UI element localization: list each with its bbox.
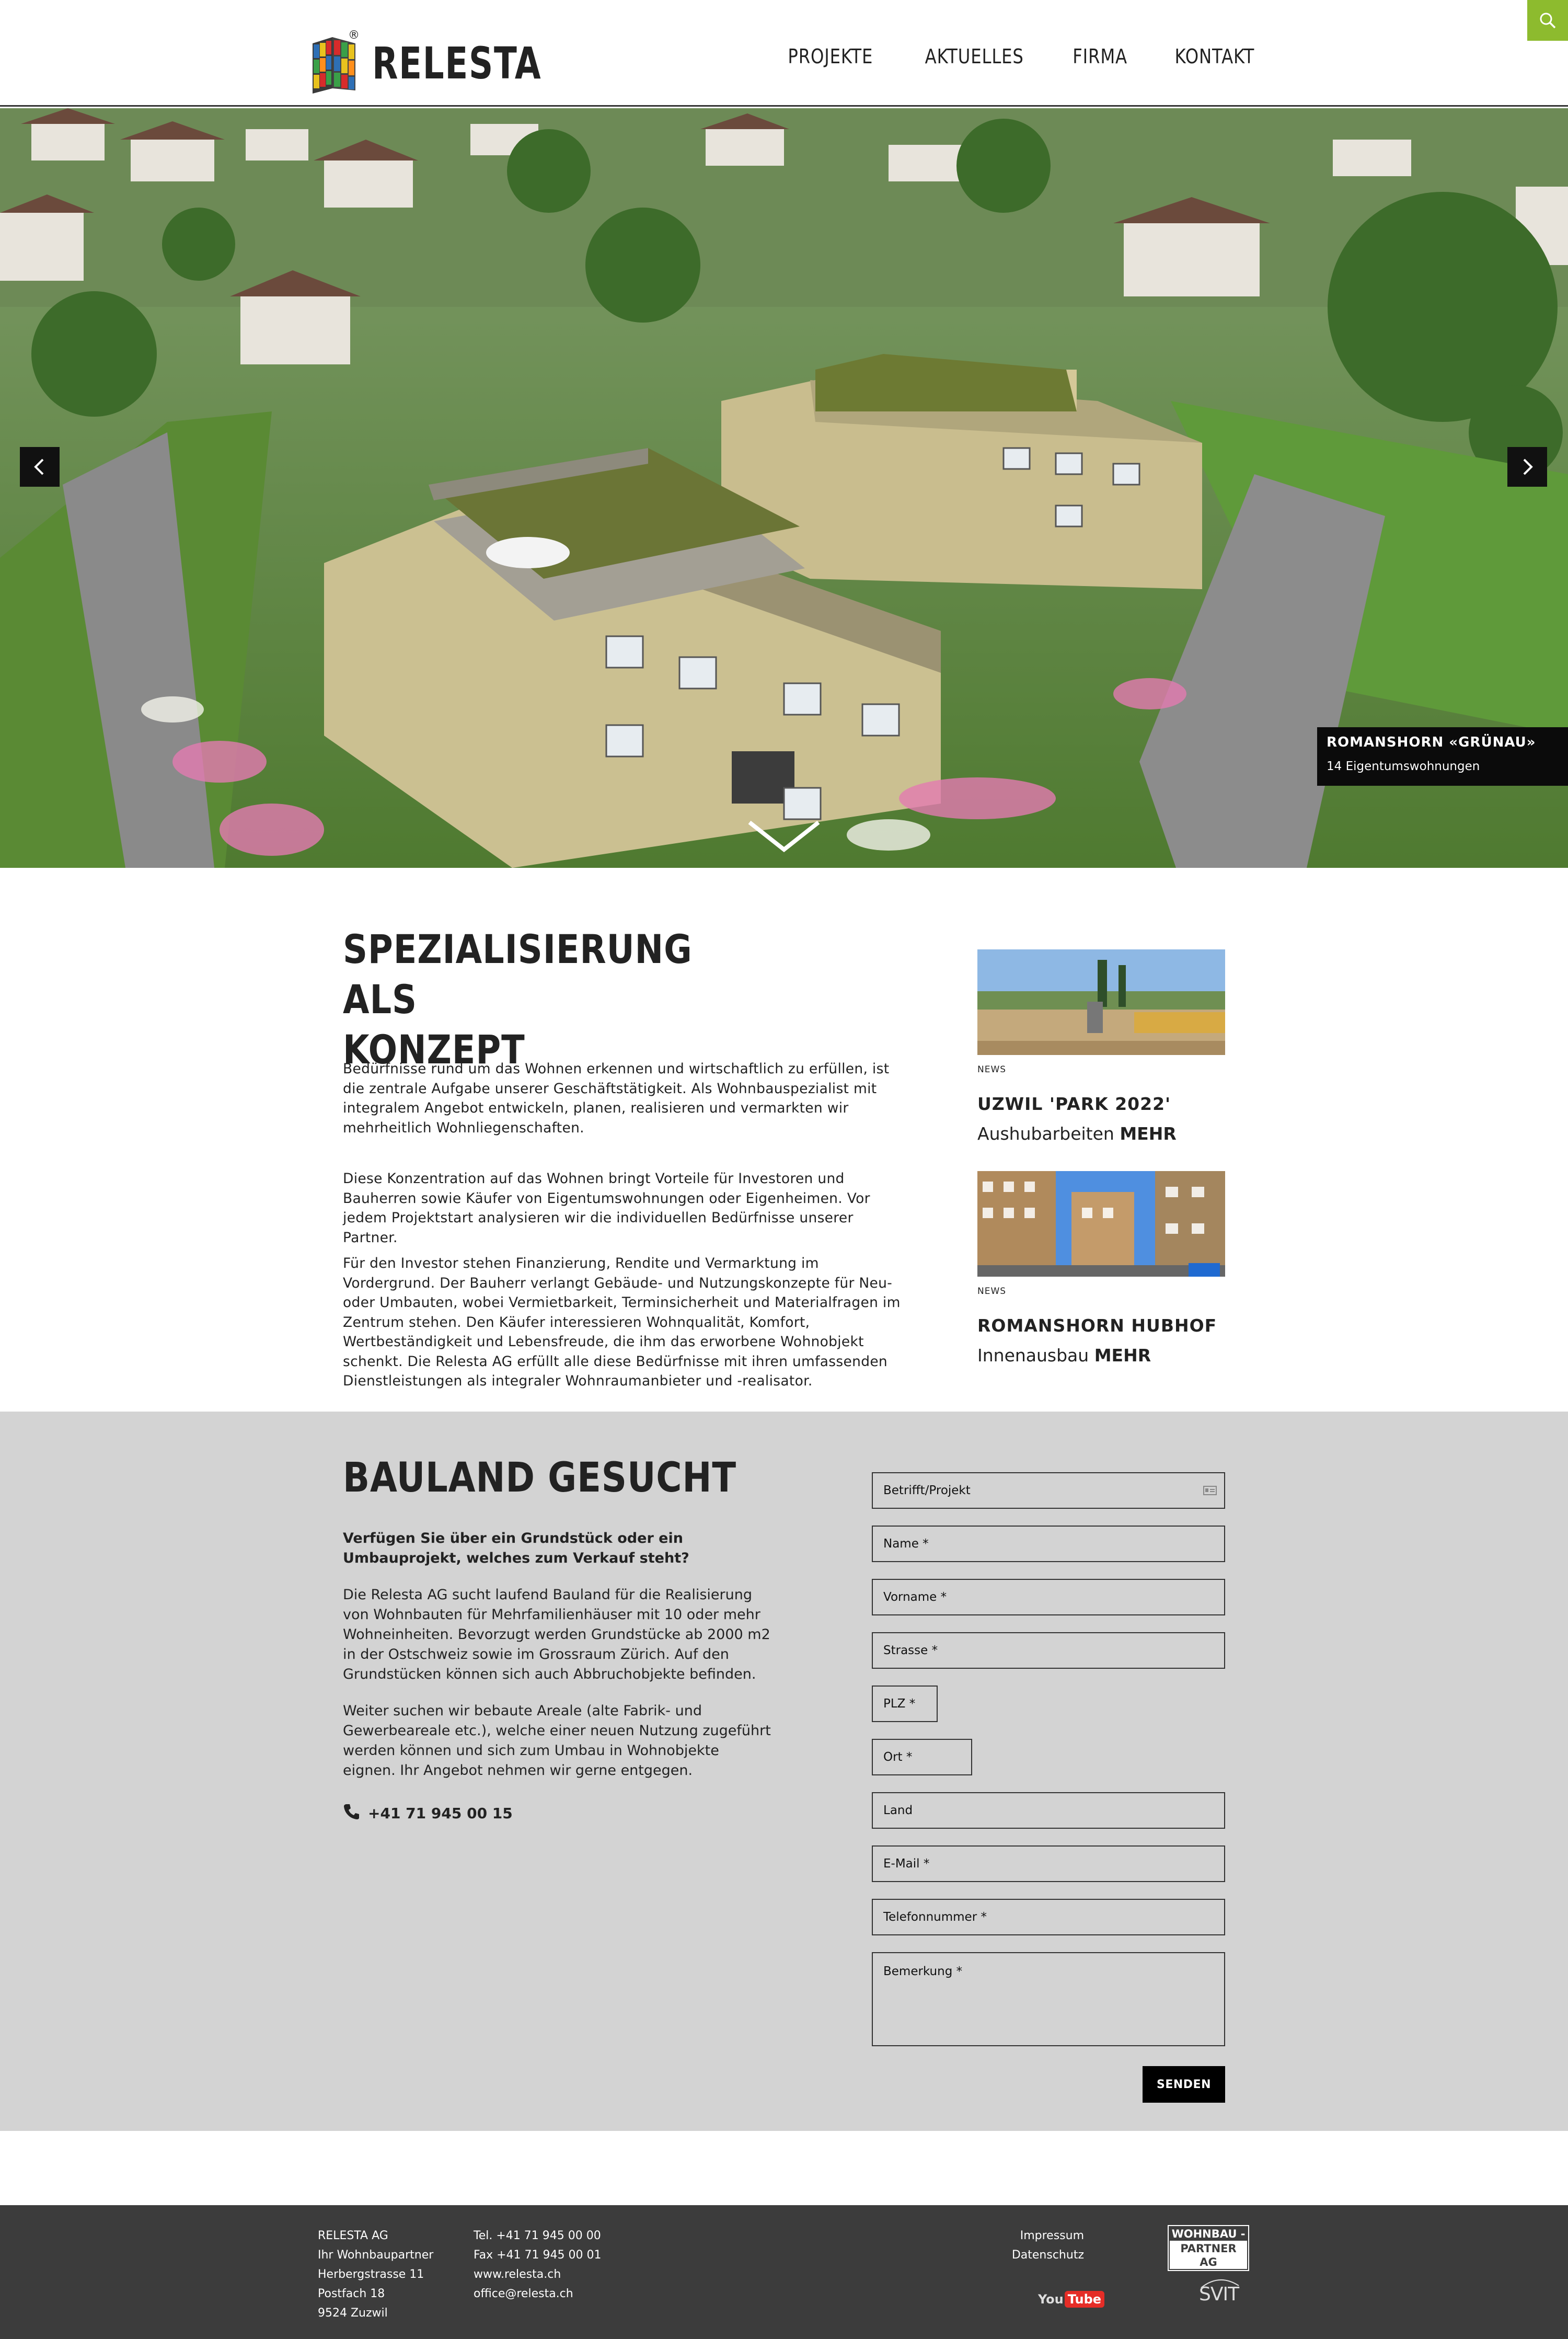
footer-street: Herbergstrasse 11 <box>318 2268 424 2281</box>
cube-logo-icon <box>310 29 360 95</box>
nav-projekte[interactable]: PROJEKTE <box>788 45 873 68</box>
partner-line1: WOHNBAU - <box>1171 2228 1246 2240</box>
bauland-lead: Verfügen Sie über ein Grundstück oder ein Umbauprojekt, welches zum Verkauf steht? <box>343 1530 689 1566</box>
intro-paragraph: Diese Konzentration auf das Wohnen bringt Vorteile für Investoren und Bauherren sowie Käufer von Eigentumswohnungen oder Eigenheimen. Vor jedem Projektstart analysieren wir die individuellen Bedürfnisse unserer Partner. <box>343 1171 870 1246</box>
name-placeholder: Name * <box>883 1537 929 1551</box>
bauland-heading: BAULAND GESUCHT <box>343 1454 736 1501</box>
news-more-link[interactable]: MEHR <box>1094 1345 1151 1366</box>
contact-card-icon <box>1203 1485 1217 1496</box>
youtube-tube: Tube <box>1065 2291 1104 2308</box>
footer-postbox: Postfach 18 <box>318 2287 385 2300</box>
email-field[interactable] <box>872 1845 1225 1882</box>
chevron-down-icon[interactable] <box>747 818 821 855</box>
phone-number: +41 71 945 00 15 <box>368 1805 513 1822</box>
intro-heading-line2: KONZEPT <box>343 1026 525 1073</box>
footer-address <box>318 2226 433 2323</box>
land-placeholder: Land <box>883 1804 913 1817</box>
intro-heading-line1: SPEZIALISIERUNG ALS <box>343 926 693 1023</box>
intro-heading <box>343 924 747 1075</box>
partner-line2: PARTNER AG <box>1170 2241 1247 2269</box>
news-thumbnail[interactable] <box>977 949 1225 1055</box>
news-thumbnail[interactable] <box>977 1171 1225 1277</box>
impressum-link[interactable]: Impressum <box>1020 2229 1084 2242</box>
svit-arc-icon <box>1196 2276 1243 2302</box>
phone-icon <box>343 1803 361 1824</box>
intro-section <box>0 868 1568 1412</box>
footer-city: 9524 Zuzwil <box>318 2307 388 2320</box>
intro-paragraph: Für den Investor stehen Finanzierung, Rendite und Vermarktung im Vordergrund. Der Bauherr verlangt Gebäude- und Nutzungskonzepte für Neu- oder Umbauten, wobei Vermietbarkeit, Terminsicherheit und Materialfragen im Zentrum stehen. Den Käufer interessieren Wohnqualität, Komfort, Wertbeständigkeit und Lebensfreude, die ihm das erworbene Wohnobjekt schenkt. Die Relesta AG erfüllt alle diese Bedürfnisse mit ihren umfassenden Dienstleistungen als integraler Wohnraumanbieter und -realisator. <box>343 1255 901 1389</box>
registered-mark: ® <box>348 29 360 42</box>
bauland-paragraph: Die Relesta AG sucht laufend Bauland für die Realisierung von Wohnbauten für Mehrfamilienhäuser mit 10 oder mehr Wohneinheiten. Bevorzugt werden Grundstücke ab 2000 m2 in der Ostschweiz sowie im Grossraum Zürich. Auf den Grundstücken können sich auch Abbruchobjekte befinden. <box>343 1587 770 1682</box>
footer-website[interactable]: www.relesta.ch <box>474 2268 561 2281</box>
news-item[interactable] <box>977 1171 1225 1366</box>
caption-subtitle: 14 Eigentumswohnungen <box>1327 760 1480 773</box>
email-placeholder: E-Mail * <box>883 1857 930 1871</box>
wohnbau-partner-logo[interactable] <box>1168 2225 1249 2271</box>
senden-button[interactable]: SENDEN <box>1143 2066 1225 2103</box>
site-header <box>0 0 1568 107</box>
bauland-section <box>0 1412 1568 2131</box>
nav-firma[interactable]: FIRMA <box>1073 45 1128 68</box>
logo-wordmark: RELESTA <box>372 38 542 89</box>
youtube-icon: You <box>1038 2292 1064 2307</box>
strasse-placeholder: Strasse * <box>883 1644 938 1657</box>
footer-company: RELESTA AG <box>318 2229 388 2242</box>
chevron-right-icon <box>1517 456 1538 477</box>
slider-prev-button[interactable] <box>20 447 60 487</box>
bemerkung-textarea[interactable] <box>872 1952 1225 2046</box>
phone-link[interactable] <box>343 1803 513 1824</box>
news-tag: NEWS <box>977 1286 1007 1297</box>
ort-field[interactable] <box>872 1739 972 1775</box>
news-title[interactable]: ROMANSHORN HUBHOF <box>977 1315 1217 1336</box>
caption-title: ROMANSHORN «GRÜNAU» <box>1327 735 1536 750</box>
vorname-placeholder: Vorname * <box>883 1590 947 1604</box>
youtube-link[interactable] <box>1038 2291 1104 2308</box>
search-icon <box>1539 12 1557 29</box>
news-subtitle-text: Aushubarbeiten <box>977 1123 1114 1144</box>
news-more-link[interactable]: MEHR <box>1120 1123 1177 1144</box>
news-subtitle <box>977 1123 1225 1144</box>
slide-caption[interactable] <box>1317 727 1568 786</box>
svit-logo[interactable] <box>1199 2284 1239 2305</box>
betreff-placeholder: Betrifft/Projekt <box>883 1484 971 1497</box>
news-subtitle-text: Innenausbau <box>977 1345 1089 1366</box>
name-field[interactable] <box>872 1526 1225 1562</box>
plz-field[interactable] <box>872 1686 938 1722</box>
telefon-placeholder: Telefonnummer * <box>883 1910 987 1924</box>
footer-links <box>1012 2226 1084 2265</box>
news-item[interactable] <box>977 949 1225 1144</box>
news-subtitle <box>977 1345 1225 1366</box>
plz-placeholder: PLZ * <box>883 1697 916 1711</box>
betreff-field[interactable] <box>872 1472 1225 1509</box>
land-field[interactable] <box>872 1792 1225 1829</box>
footer-fax: Fax +41 71 945 00 01 <box>474 2249 602 2262</box>
hero-slider <box>0 108 1568 868</box>
bauland-paragraph: Weiter suchen wir bebaute Areale (alte Fabrik- und Gewerbeareale etc.), welche einer neuen Nutzung zugeführt werden können und sich zum Umbau in Wohnobjekte eignen. Ihr Angebot nehmen wir gerne entgegen. <box>343 1703 771 1779</box>
footer-tagline: Ihr Wohnbaupartner <box>318 2249 434 2262</box>
svit-text: SVIT <box>1199 2284 1239 2305</box>
main-nav <box>780 45 1262 68</box>
news-tag: NEWS <box>977 1064 1007 1075</box>
bemerkung-placeholder: Bemerkung * <box>883 1965 963 1978</box>
footer-email[interactable]: office@relesta.ch <box>474 2287 573 2300</box>
site-footer <box>0 2205 1568 2339</box>
chevron-left-icon <box>29 456 50 477</box>
slider-next-button[interactable] <box>1507 447 1547 487</box>
footer-tel[interactable]: Tel. +41 71 945 00 00 <box>474 2229 601 2242</box>
datenschutz-link[interactable]: Datenschutz <box>1011 2249 1084 2262</box>
relesta-logo[interactable] <box>310 30 572 96</box>
search-button[interactable] <box>1527 0 1568 41</box>
ort-placeholder: Ort * <box>883 1750 913 1764</box>
telefon-field[interactable] <box>872 1899 1225 1935</box>
strasse-field[interactable] <box>872 1632 1225 1669</box>
footer-contact <box>474 2226 602 2303</box>
news-title[interactable]: UZWIL 'PARK 2022' <box>977 1094 1171 1114</box>
nav-kontakt[interactable]: KONTAKT <box>1174 45 1255 68</box>
vorname-field[interactable] <box>872 1579 1225 1615</box>
nav-aktuelles[interactable]: AKTUELLES <box>925 45 1024 68</box>
intro-paragraph: Bedürfnisse rund um das Wohnen erkennen und wirtschaftlich zu erfüllen, ist die zentrale Aufgabe unserer Geschäftstätigkeit. Als Wohnbauspezialist mit integralem Angebot entwickeln, planen, realisieren und vermarkten wir mehrheitlich Wohnliegenschaften. <box>343 1061 890 1136</box>
